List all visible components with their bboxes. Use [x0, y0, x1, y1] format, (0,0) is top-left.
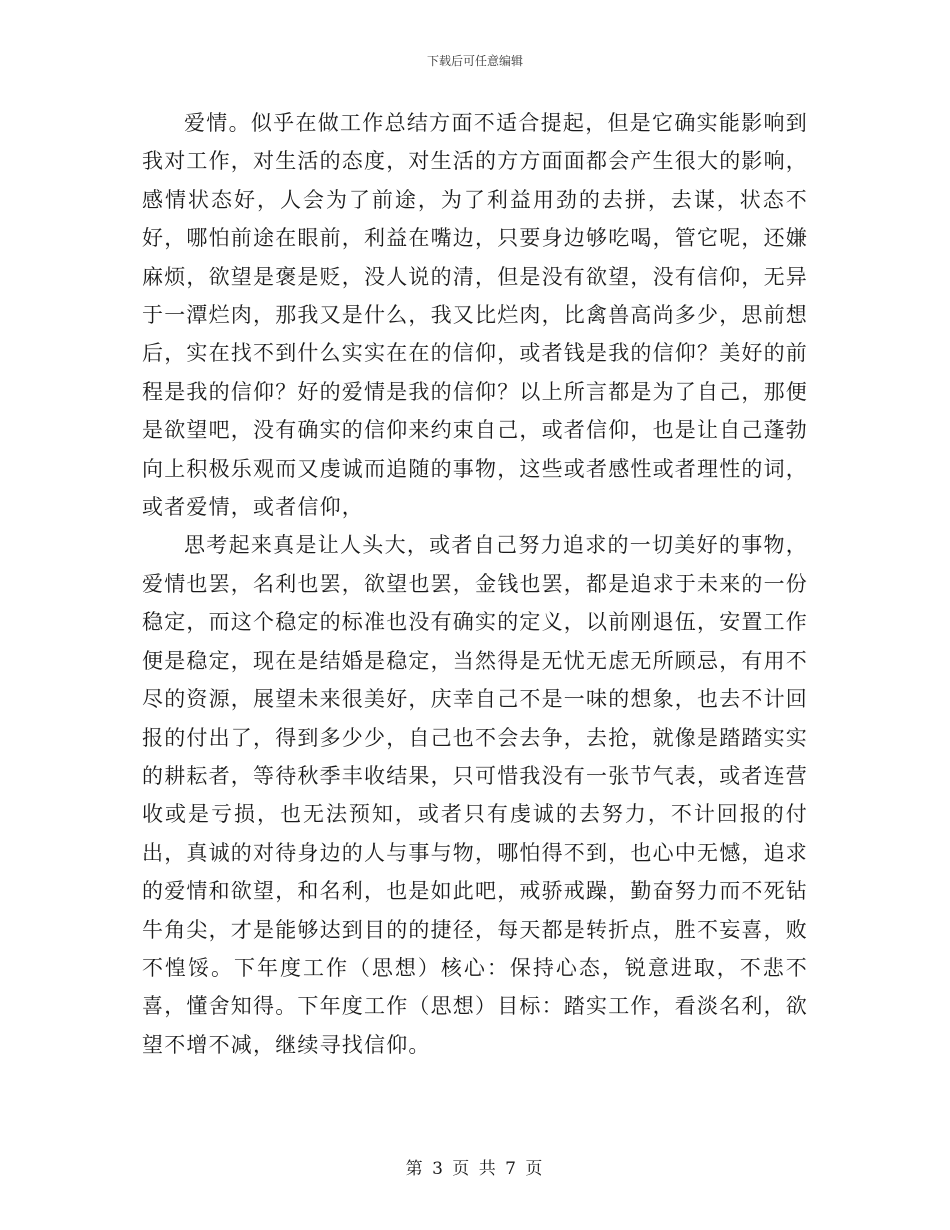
page-number: 第 3 页 共 7 页	[405, 1159, 545, 1179]
paragraph-1: 爱情。似乎在做工作总结方面不适合提起，但是它确实能影响到我对工作，对生活的态度，对生活的方方面面都会产生很大的影响，感情状态好，人会为了前途，为了利益用劲的去拼，去谋，状态不好，哪怕前途在眼前，利益在嘴边，只要身边够吃喝，管它呢，还嫌麻烦，欲望是褒是贬，没人说的清，但是没有欲望，没有信仰，无异于一潭烂肉，那我又是什么，我又比烂肉，比禽兽高尚多少，思前想后，实在找不到什么实实在在的信仰，或者钱是我的信仰？美好的前程是我的信仰？好的爱情是我的信仰？以上所言都是为了自己，那便是欲望吧，没有确实的信仰来约束自己，或者信仰，也是让自己蓬勃向上积极乐观而又虔诚而追随的事物，这些或者感性或者理性的词，或者爱情，或者信仰，	[142, 111, 808, 520]
page-header-note: 下载后可任意编辑	[426, 54, 523, 68]
paragraph-2: 思考起来真是让人头大，或者自己努力追求的一切美好的事物，爱情也罢，名利也罢，欲望也罢，金钱也罢，都是追求于未来的一份稳定，而这个稳定的标准也没有确实的定义，以前刚退伍，安置工作便是稳定，现在是结婚是稳定，当然得是无忧无虑无所顾忌，有用不尽的资源，展望未来很美好，庆幸自己不是一味的想象，也去不计回报的付出了，得到多少少，自己也不会去争，去抢，就像是踏踏实实的耕耘者，等待秋季丰收结果，只可惜我没有一张节气表，或者连营收或是亏损，也无法预知，或者只有虔诚的去努力，不计回报的付出，真诚的对待身边的人与事与物，哪怕得不到，也心中无憾，追求的爱情和欲望，和名利，也是如此吧，戒骄戒躁，勤奋努力而不死钻牛角尖，才是能够达到目的的捷径，每天都是转折点，胜不妄喜，败不惶馁。下年度工作（思想）核心：保持心态，锐意进取，不悲不喜，懂舍知得。下年度工作（思想）目标：踏实工作，看淡名利，欲望不增不减，继续寻找信仰。	[142, 533, 808, 1057]
document-body	[142, 104, 808, 1064]
